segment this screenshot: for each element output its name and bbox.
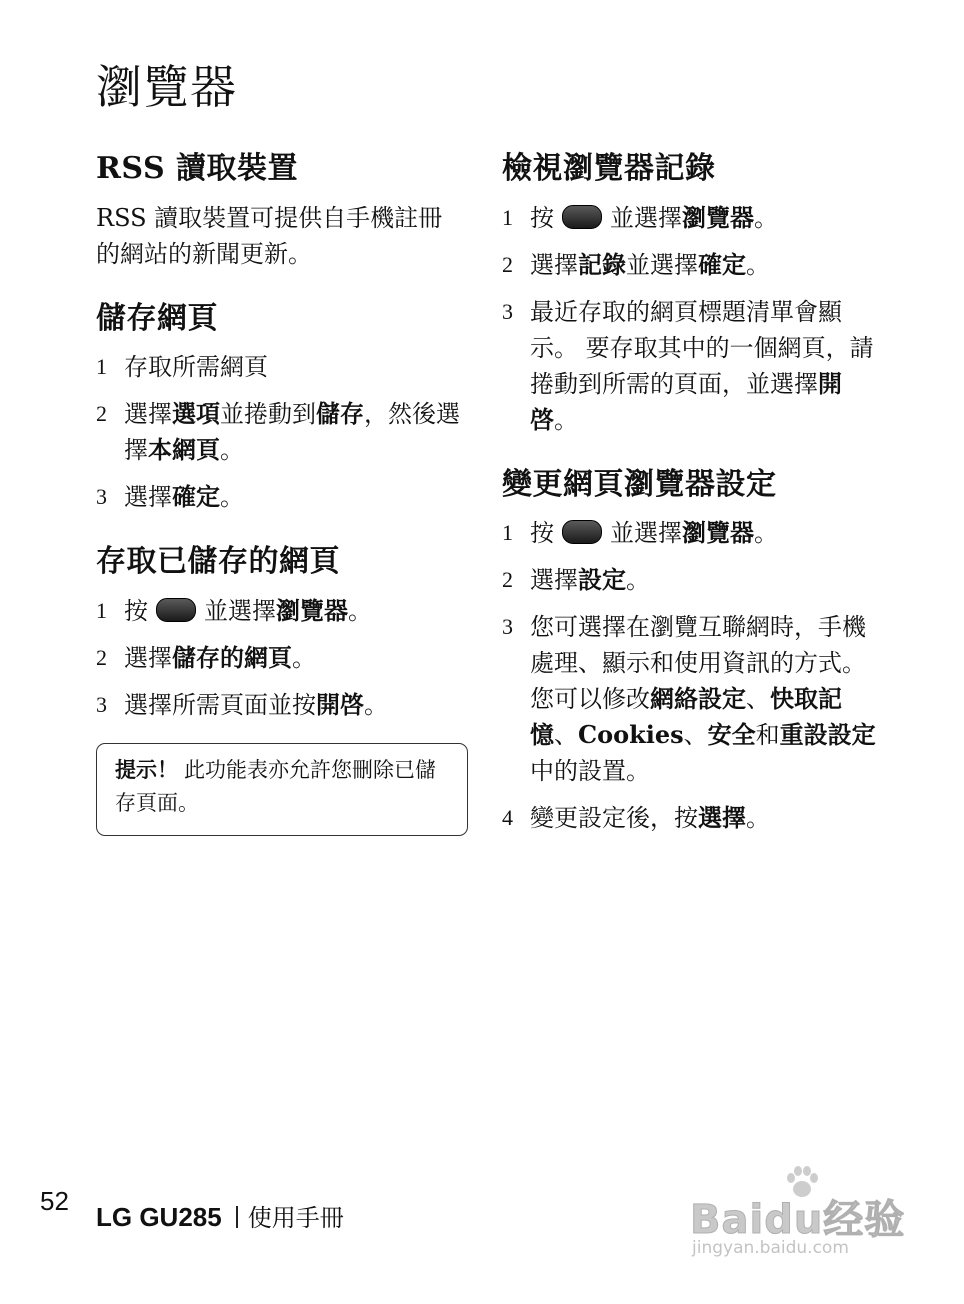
- menu-term: 確定: [172, 482, 220, 511]
- list-item: [96, 479, 466, 515]
- menu-term: 確定: [698, 249, 746, 279]
- step-number: 2: [502, 567, 513, 592]
- menu-key-icon: [562, 205, 602, 229]
- step-text-part: 選擇: [530, 566, 578, 594]
- menu-term: 瀏覽器: [682, 202, 754, 232]
- menu-term: 記錄: [578, 249, 626, 279]
- save-page-steps: [96, 349, 466, 515]
- step-text-part: 按: [530, 203, 554, 232]
- list-item: [96, 687, 466, 723]
- step-number: 2: [96, 401, 107, 426]
- menu-term: 安全: [707, 720, 756, 749]
- step-number: 1: [502, 204, 513, 230]
- step-text-part: 。: [292, 643, 316, 672]
- menu-term: 開啓: [530, 368, 842, 434]
- step-text-part: 、: [746, 685, 770, 713]
- step-text-part: 選擇: [530, 250, 578, 279]
- step-text-part: 按: [530, 519, 554, 547]
- step-text-part: 變更設定後，按: [530, 804, 698, 832]
- step-text-part: 選擇: [124, 400, 172, 428]
- list-item: [96, 640, 466, 676]
- history-steps: [502, 200, 877, 438]
- menu-term: 網絡設定: [650, 684, 746, 713]
- step-text-part: 並捲動到: [220, 400, 316, 428]
- menu-key-icon: [156, 598, 196, 622]
- menu-term: 儲存的網頁: [172, 642, 292, 672]
- history-title: 檢視瀏覽器記錄: [502, 151, 716, 186]
- step-text-part: 按: [124, 596, 148, 625]
- step-text: [124, 687, 466, 723]
- step-text: [124, 593, 466, 629]
- rss-description: RSS 讀取裝置可提供自手機註冊的網站的新聞更新。: [96, 203, 443, 268]
- list-item: [96, 396, 466, 468]
- tip-text: 此功能表亦允許您刪除已儲存頁面。: [115, 757, 436, 816]
- step-text: [124, 396, 466, 468]
- step-text-part: 並選擇: [204, 596, 276, 625]
- list-item: [502, 562, 877, 598]
- manual-label: 使用手冊: [247, 1204, 344, 1232]
- step-text-part: 。: [626, 566, 650, 594]
- step-text-part: 、: [683, 721, 708, 749]
- step-text-part: 。: [220, 483, 244, 511]
- tip-label: 提示！: [115, 757, 178, 782]
- page-title: 瀏覽器: [96, 60, 237, 114]
- watermark-url: jingyan.baidu.com: [692, 1238, 849, 1258]
- list-item: [502, 294, 877, 438]
- list-item: [502, 200, 877, 236]
- step-text: [530, 515, 877, 551]
- save-page-section: [96, 300, 466, 516]
- list-item: [96, 593, 466, 629]
- step-number: 3: [502, 298, 513, 324]
- menu-term: 選擇: [698, 803, 746, 832]
- step-text-part: 選擇: [124, 643, 172, 672]
- step-text-part: 。: [554, 405, 578, 434]
- step-text: 存取所需網頁: [124, 353, 268, 381]
- menu-key-icon: [562, 520, 602, 544]
- step-text: [124, 640, 466, 676]
- step-text-part: ，然後選擇: [124, 400, 460, 464]
- page-number: 52: [40, 1186, 69, 1216]
- step-text-part: 您可選擇在瀏覽互聯網時，手機處理、顯示和使用資訊的方式。 您可以修改: [530, 613, 866, 713]
- browser-settings-steps: [502, 515, 877, 836]
- step-text-part: 中的設置。: [530, 757, 650, 785]
- list-item: [502, 247, 877, 283]
- menu-term: 選項: [172, 399, 220, 428]
- step-text-part: 。: [348, 596, 372, 625]
- step-text: [530, 609, 877, 789]
- step-text-part: 選擇所需頁面並按: [124, 690, 316, 719]
- right-column: [502, 150, 877, 847]
- watermark-logo: Baidu经验: [690, 1197, 906, 1243]
- step-number: 3: [502, 614, 513, 639]
- step-number: 1: [502, 520, 513, 545]
- footer-model: [96, 1198, 344, 1233]
- step-number: 1: [96, 597, 107, 623]
- model-name: LG GU285: [96, 1202, 222, 1232]
- step-text: [530, 294, 877, 438]
- save-page-title: 儲存網頁: [96, 300, 218, 336]
- step-text: [530, 247, 877, 283]
- step-text: [530, 800, 877, 836]
- access-saved-steps: [96, 593, 466, 723]
- left-column: [96, 150, 466, 836]
- menu-term: 開啓: [316, 689, 364, 719]
- browser-settings-title: 變更網頁瀏覽器設定: [502, 466, 777, 502]
- step-number: 4: [502, 805, 513, 830]
- step-number: 2: [502, 251, 513, 277]
- access-saved-title: 存取已儲存的網頁: [96, 544, 340, 579]
- step-text: [124, 479, 466, 515]
- rss-section: [96, 150, 466, 272]
- list-item: [502, 800, 877, 836]
- step-text-part: 。: [754, 203, 778, 232]
- menu-term: 重設設定: [779, 720, 876, 749]
- menu-term: 儲存: [316, 399, 364, 428]
- step-text: [530, 562, 877, 598]
- step-text-part: 和: [755, 721, 780, 749]
- step-number: 3: [96, 484, 107, 509]
- menu-term: Cookies: [578, 720, 684, 749]
- list-item: [502, 515, 877, 551]
- step-text-part: 。: [754, 519, 778, 547]
- watermark: [690, 1162, 920, 1262]
- step-text-part: 。: [220, 436, 244, 464]
- step-text-part: 。: [746, 250, 770, 279]
- step-number: 2: [96, 644, 107, 670]
- step-text-part: 並選擇: [626, 250, 698, 279]
- step-text: [530, 200, 877, 236]
- menu-term: 快取記憶: [530, 684, 842, 749]
- step-text-part: 並選擇: [610, 203, 682, 232]
- tip-box: [96, 743, 468, 836]
- history-section: [502, 150, 877, 438]
- step-number: 3: [96, 691, 107, 717]
- step-text-part: 最近存取的網頁標題清單會顯示。 要存取其中的一個網頁，請捲動到所需的頁面，並選擇: [530, 297, 874, 398]
- menu-term: 本網頁: [148, 435, 220, 464]
- step-text-part: 、: [554, 721, 578, 749]
- step-text-part: 並選擇: [610, 519, 682, 547]
- browser-settings-section: [502, 466, 877, 837]
- menu-term: 瀏覽器: [276, 595, 348, 625]
- step-text-part: 。: [364, 690, 388, 719]
- menu-term: 瀏覽器: [682, 518, 754, 547]
- list-item: [502, 609, 877, 789]
- footer-divider: [236, 1206, 238, 1228]
- step-number: 1: [96, 354, 107, 379]
- rss-section-title: RSS 讀取裝置: [96, 151, 299, 186]
- step-text-part: 選擇: [124, 483, 172, 511]
- step-text-part: 。: [746, 804, 770, 832]
- menu-term: 設定: [578, 565, 626, 594]
- access-saved-section: [96, 543, 466, 836]
- list-item: [96, 349, 466, 385]
